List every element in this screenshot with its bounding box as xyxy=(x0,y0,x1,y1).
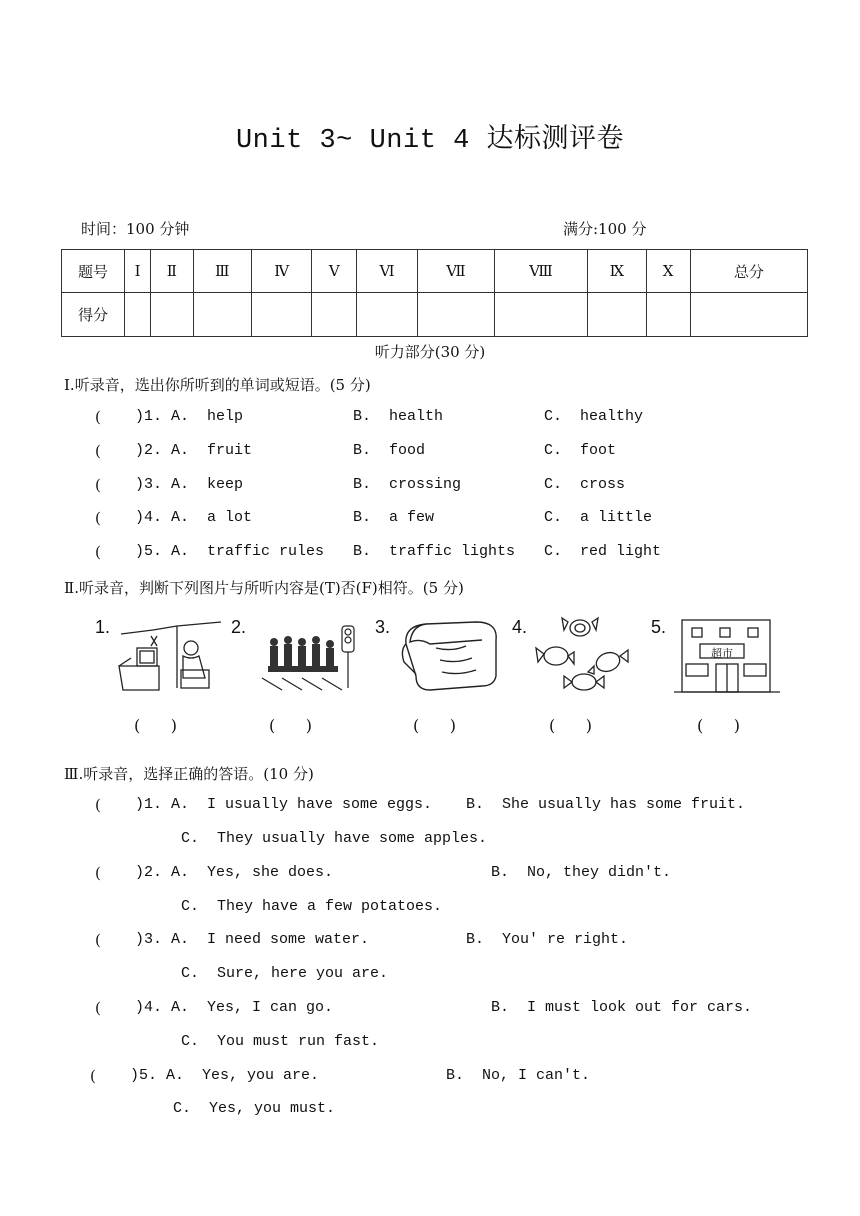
option-c: C. red light xyxy=(544,543,662,560)
option-c: C. a little xyxy=(544,509,653,526)
picture-number: 5. xyxy=(651,617,667,637)
section-3-heading: Ⅲ.听录音，选择正确的答语。(10 分) xyxy=(64,765,314,783)
option-a: A. Yes, she does. xyxy=(171,864,334,881)
option-b: B. No, I can't. xyxy=(446,1067,591,1084)
option-b: B. No, they didn't. xyxy=(491,864,672,881)
time-limit: 时间：100 分钟 xyxy=(81,220,190,238)
score-col-5: Ⅴ xyxy=(312,250,357,293)
answer-paren-open: ( xyxy=(95,408,101,426)
picture-number: 4. xyxy=(512,617,528,637)
score-col-1: Ⅰ xyxy=(125,250,151,293)
question-number: )2. xyxy=(135,864,163,881)
answer-paren-open: ( xyxy=(95,509,101,527)
question-number: )5. xyxy=(130,1067,158,1084)
score-col-6: Ⅵ xyxy=(357,250,418,293)
answer-paren-open: ( xyxy=(95,442,101,460)
score-cell[interactable] xyxy=(125,293,151,337)
option-a: A. traffic rules xyxy=(171,543,325,560)
score-cell[interactable] xyxy=(418,293,495,337)
answer-blank[interactable]: ( ) xyxy=(413,716,456,735)
option-b: B. You' re right. xyxy=(466,931,629,948)
option-c: C. Sure, here you are. xyxy=(181,965,389,982)
boy-watching-tv-icon xyxy=(113,616,223,694)
question-number: )1. xyxy=(135,796,163,813)
score-obtained-label: 得分 xyxy=(62,293,125,337)
option-b: B. food xyxy=(353,442,426,459)
picture-number: 2. xyxy=(231,617,247,637)
answer-paren-open: ( xyxy=(95,931,101,949)
score-col-2: Ⅱ xyxy=(151,250,193,293)
option-c: C. foot xyxy=(544,442,617,459)
score-cell[interactable] xyxy=(690,293,807,337)
listening-section-label: 听力部分(30 分) xyxy=(374,343,486,361)
picture-number: 1. xyxy=(95,617,111,637)
option-a: A. help xyxy=(171,408,244,425)
option-b: B. She usually has some fruit. xyxy=(466,796,746,813)
question-number: )4. xyxy=(135,999,163,1016)
score-col-8: Ⅷ xyxy=(494,250,587,293)
question-number: )2. xyxy=(135,442,163,459)
option-a: A. Yes, you are. xyxy=(166,1067,320,1084)
score-cell[interactable] xyxy=(151,293,193,337)
page-title: Unit 3~ Unit 4 达标测评卷 xyxy=(235,126,625,156)
answer-blank[interactable]: ( ) xyxy=(269,716,312,735)
answer-paren-open: ( xyxy=(95,796,101,814)
answer-blank[interactable]: ( ) xyxy=(549,716,592,735)
answer-paren-open: ( xyxy=(90,1067,96,1085)
score-cell[interactable] xyxy=(588,293,647,337)
score-table xyxy=(61,249,808,337)
score-col-3: Ⅲ xyxy=(193,250,251,293)
candies-icon xyxy=(532,616,634,696)
answer-paren-open: ( xyxy=(95,543,101,561)
answer-paren-open: ( xyxy=(95,476,101,494)
option-c: C. They usually have some apples. xyxy=(181,830,488,847)
section-1-heading: Ⅰ.听录音，选出你所听到的单词或短语。(5 分) xyxy=(64,376,371,394)
question-number: )5. xyxy=(135,543,163,560)
option-c: C. healthy xyxy=(544,408,644,425)
bread-icon xyxy=(396,616,504,694)
people-crossing-street-icon xyxy=(252,616,367,694)
score-col-7: Ⅶ xyxy=(418,250,495,293)
option-a: A. I need some water. xyxy=(171,931,370,948)
option-a: A. fruit xyxy=(171,442,253,459)
section-2-heading: Ⅱ.听录音，判断下列图片与所听内容是(T)否(F)相符。(5 分) xyxy=(64,579,464,597)
answer-paren-open: ( xyxy=(95,864,101,882)
score-cell[interactable] xyxy=(312,293,357,337)
picture-number: 3. xyxy=(375,617,391,637)
option-c: C. Yes, you must. xyxy=(173,1100,336,1117)
score-col-10: Ⅹ xyxy=(646,250,690,293)
option-c: C. You must run fast. xyxy=(181,1033,380,1050)
option-c: C. cross xyxy=(544,476,626,493)
score-col-4: Ⅳ xyxy=(251,250,311,293)
score-col-total: 总分 xyxy=(690,250,807,293)
question-number: )1. xyxy=(135,408,163,425)
question-number: )3. xyxy=(135,476,163,493)
answer-blank[interactable]: ( ) xyxy=(134,716,177,735)
answer-paren-open: ( xyxy=(95,999,101,1017)
score-cell[interactable] xyxy=(251,293,311,337)
option-b: B. crossing xyxy=(353,476,462,493)
score-cell[interactable] xyxy=(646,293,690,337)
score-cell[interactable] xyxy=(494,293,587,337)
score-row-label: 题号 xyxy=(62,250,125,293)
option-b: B. health xyxy=(353,408,444,425)
option-c: C. They have a few potatoes. xyxy=(181,898,443,915)
option-a: A. Yes, I can go. xyxy=(171,999,334,1016)
option-b: B. a few xyxy=(353,509,435,526)
score-col-9: Ⅸ xyxy=(588,250,647,293)
score-cell[interactable] xyxy=(193,293,251,337)
score-cell[interactable] xyxy=(357,293,418,337)
option-b: B. I must look out for cars. xyxy=(491,999,753,1016)
option-a: A. keep xyxy=(171,476,244,493)
supermarket-sign: 超市 xyxy=(711,647,733,660)
option-b: B. traffic lights xyxy=(353,543,516,560)
option-a: A. a lot xyxy=(171,509,253,526)
answer-blank[interactable]: ( ) xyxy=(697,716,740,735)
full-score: 满分:100 分 xyxy=(563,220,647,238)
option-a: A. I usually have some eggs. xyxy=(171,796,433,813)
question-number: )3. xyxy=(135,931,163,948)
question-number: )4. xyxy=(135,509,163,526)
